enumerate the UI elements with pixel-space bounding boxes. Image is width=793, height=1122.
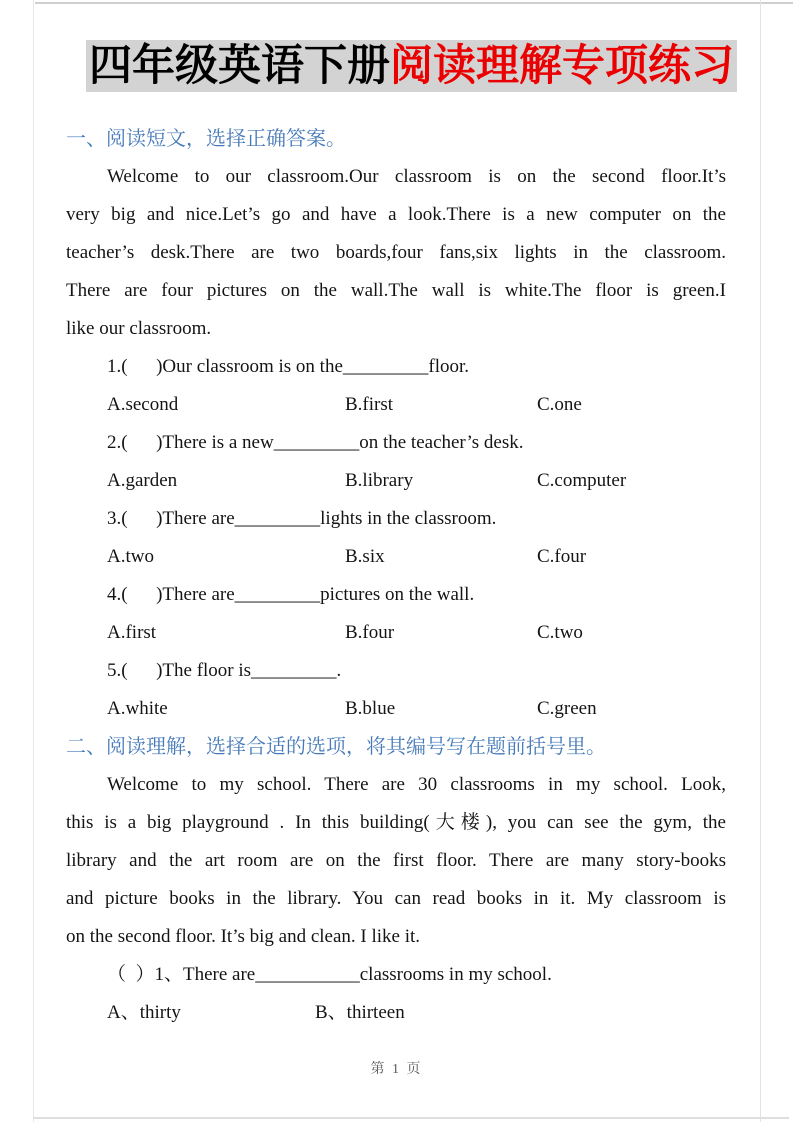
passage-line: teacher’s desk.There are two boards,four fans,six lights in the classroom. (66, 242, 726, 263)
page-right-border (760, 0, 761, 1122)
options-row (107, 462, 726, 500)
option-a: A.first (107, 622, 157, 643)
section1-heading: 一、阅读短文，选择正确答案。 (66, 128, 346, 150)
page-title (86, 40, 734, 92)
option-a: A.garden (107, 470, 178, 491)
options-row (107, 690, 726, 728)
question-text: 3.( )There are_________lights in the classroom. (107, 508, 497, 529)
option-b: B.six (345, 546, 385, 567)
options-row (107, 538, 726, 576)
page-number: 第 1 页 (370, 1062, 423, 1077)
passage-line: on the second floor. It’s big and clean. I like it. (66, 926, 421, 947)
question-text: 2.( )There is a new_________on the teacher’s desk. (107, 432, 524, 453)
passage-line: very big and nice.Let’s go and have a look.There is a new computer on the (66, 204, 726, 225)
section1-passage (66, 158, 726, 348)
option-b: B.library (345, 470, 414, 491)
option-b: B.first (345, 394, 394, 415)
options-row (107, 386, 726, 424)
option-a: A.two (107, 546, 154, 567)
option-c: C.four (537, 546, 587, 567)
section2-passage (66, 766, 726, 956)
option-c: C.one (537, 394, 582, 415)
passage-line: like our classroom. (66, 318, 212, 339)
option-b: B.blue (345, 698, 396, 719)
passage-line: and picture books in the library. You can read books in it. My classroom is (66, 888, 726, 909)
question-text: 1.( )Our classroom is on the_________floor. (107, 356, 470, 377)
passage-line: library and the art room are on the first floor. There are many story-books (66, 850, 726, 871)
section2-heading: 二、阅读理解，选择合适的选项，将其编号写在题前括号里。 (66, 736, 606, 758)
option-c: C.computer (537, 470, 627, 491)
passage-line: this is a big playground . In this building(大楼), you can see the gym, the (66, 812, 726, 833)
title-topic-text: 阅读理解专项练习 (390, 42, 734, 90)
option-c: C.two (537, 622, 583, 643)
page-bottom-border (33, 1117, 789, 1119)
option-b: B、thirteen (315, 1002, 405, 1023)
option-a: A.second (107, 394, 179, 415)
question-text: 4.( )There are_________pictures on the wall. (107, 584, 475, 605)
page-left-border (33, 0, 34, 1122)
option-a: A.white (107, 698, 168, 719)
question-text: 5.( )The floor is_________. (107, 660, 342, 681)
worksheet-page (66, 40, 734, 1032)
passage-line: Welcome to our classroom.Our classroom is on the second floor.It’s (107, 166, 726, 187)
option-b: B.four (345, 622, 395, 643)
page-top-border (35, 2, 793, 4)
passage-line: There are four pictures on the wall.The wall is white.The floor is green.I (66, 280, 726, 301)
options-row (107, 614, 726, 652)
question-text: （ ）1、There are___________classrooms in my school. (107, 964, 552, 985)
option-a: A、thirty (107, 1002, 181, 1023)
options-row (107, 994, 726, 1032)
section2-questions (107, 956, 726, 1032)
option-c: C.green (537, 698, 597, 719)
passage-line: Welcome to my school. There are 30 classrooms in my school. Look, (107, 774, 726, 795)
section1-questions (107, 348, 726, 728)
title-grade-text: 四年级英语下册 (89, 42, 390, 90)
